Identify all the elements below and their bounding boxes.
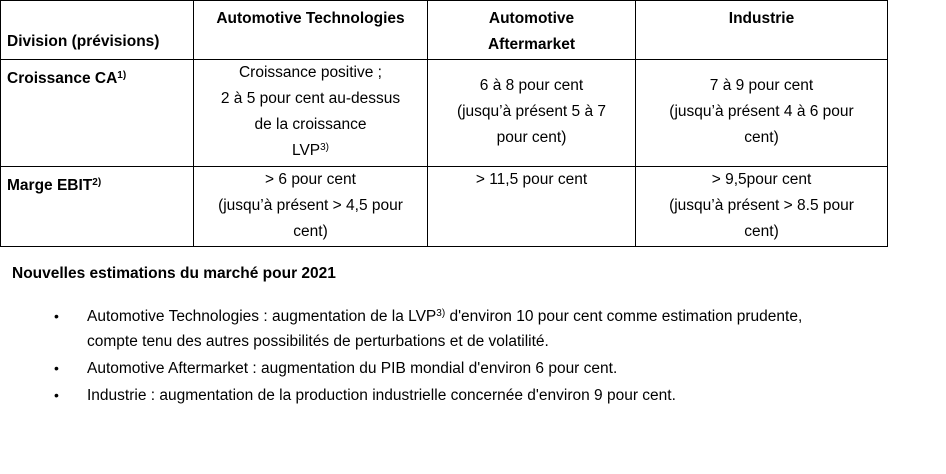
list-item-text: Automotive Technologies : augmentation de la LVP — [87, 308, 437, 325]
cell-line: de la croissance — [254, 116, 367, 133]
cell-croissance-industrie — [636, 60, 888, 167]
cell-line: > 6 pour cent — [265, 171, 356, 188]
table-row-marge — [1, 167, 888, 247]
row-label-croissance-text: Croissance CA — [7, 70, 118, 87]
cell-line: > 9,5pour cent — [711, 171, 812, 188]
list-item-text: Industrie : augmentation de la production industrielle concernée d'environ 9 pour cent. — [87, 387, 676, 404]
bullet-icon: • — [54, 387, 59, 403]
header-automotive-technologies: Automotive Technologies — [194, 1, 428, 60]
cell-line: (jusqu’à présent 5 à 7 — [456, 103, 607, 120]
cell-line: (jusqu’à présent > 4,5 pour — [218, 197, 403, 214]
cell-line: cent) — [293, 223, 328, 240]
cell-marge-industrie — [636, 167, 888, 247]
row-label-marge-text: Marge EBIT — [7, 177, 93, 194]
footnote-marker: 3) — [436, 308, 446, 319]
cell-line: LVP — [291, 142, 321, 159]
cell-croissance-automotive-aftermarket — [428, 60, 636, 167]
cell-marge-automotive-aftermarket — [428, 167, 636, 247]
list-item — [0, 356, 946, 381]
header-division: Division (prévisions) — [1, 1, 194, 60]
cell-line: (jusqu’à présent > 8.5 pour — [669, 197, 854, 214]
header-automotive-aftermarket-line1: Automotive — [488, 10, 575, 27]
cell-line: 7 à 9 pour cent — [709, 77, 814, 94]
cell-line: cent) — [744, 129, 779, 146]
forecast-table — [0, 0, 888, 247]
cell-line: (jusqu’à présent 4 à 6 pour — [669, 103, 854, 120]
table-header-row — [1, 1, 888, 60]
cell-line: pour cent) — [496, 129, 567, 146]
footnote-marker: 1) — [117, 70, 127, 81]
row-label-marge — [1, 167, 194, 247]
cell-line: 2 à 5 pour cent au-dessus — [220, 90, 401, 107]
market-estimates-list — [0, 304, 946, 410]
cell-line: > 11,5 pour cent — [475, 171, 588, 188]
footnote-marker: 2) — [92, 177, 102, 188]
list-item-text: Automotive Aftermarket : augmentation du PIB mondial d'environ 6 pour cent. — [87, 360, 618, 377]
list-item — [0, 304, 946, 354]
cell-line: cent) — [744, 223, 779, 240]
bullet-icon: • — [54, 360, 59, 376]
header-automotive-aftermarket — [428, 1, 636, 60]
section-title: Nouvelles estimations du marché pour 2021 — [12, 265, 336, 282]
bullet-icon: • — [54, 308, 59, 324]
list-item — [0, 383, 946, 408]
cell-line: 6 à 8 pour cent — [479, 77, 584, 94]
table-row-croissance — [1, 60, 888, 167]
row-label-croissance — [1, 60, 194, 167]
cell-marge-automotive-technologies — [194, 167, 428, 247]
header-industrie: Industrie — [636, 1, 888, 60]
cell-croissance-automotive-technologies — [194, 60, 428, 167]
footnote-marker: 3) — [320, 142, 330, 153]
cell-line: Croissance positive ; — [238, 64, 382, 81]
header-automotive-aftermarket-line2: Aftermarket — [487, 36, 575, 53]
list-item-text: d'environ 10 pour cent comme estimation prudente, compte tenu des autres possibilités de perturbations et de volatilité. — [87, 308, 803, 350]
